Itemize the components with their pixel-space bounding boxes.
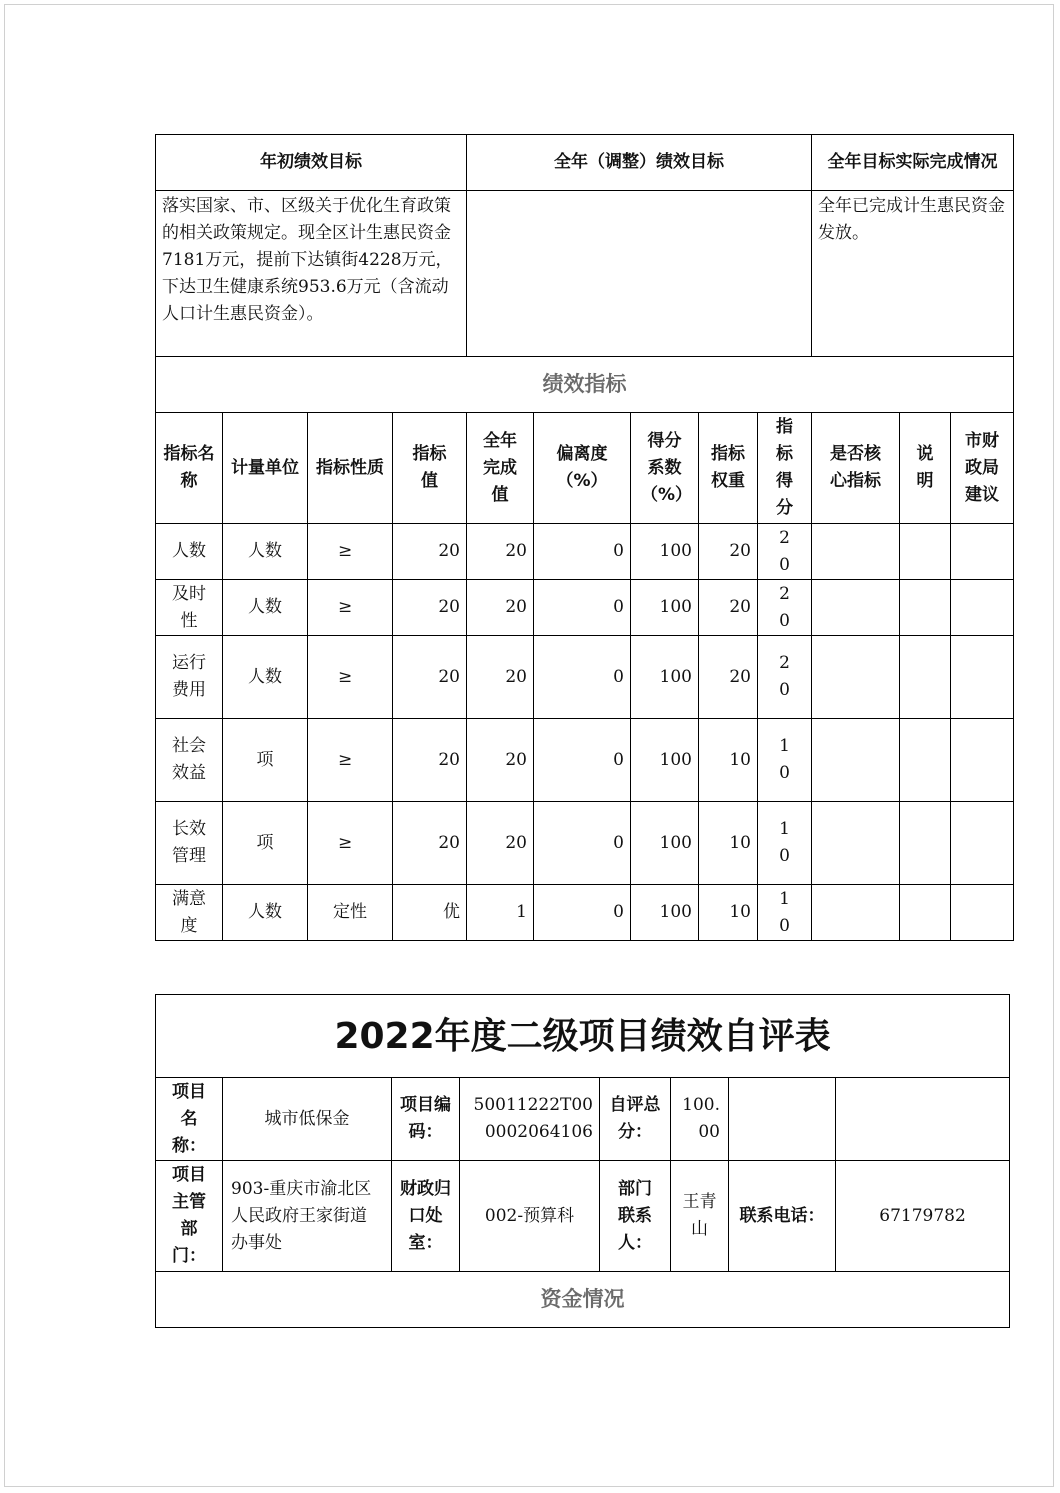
indicator-value: 20	[393, 719, 467, 802]
self-evaluation-table	[155, 994, 1010, 1328]
indicator-unit: 人数	[223, 524, 308, 580]
indicator-suggestion	[951, 885, 1014, 941]
project-code: 50011222T000002064106	[460, 1078, 600, 1161]
indicator-unit: 人数	[223, 885, 308, 941]
indicator-suggestion	[951, 524, 1014, 580]
performance-table	[155, 134, 1014, 941]
indicator-name: 满意度	[156, 885, 223, 941]
indicator-score: 20	[758, 636, 812, 719]
indicator-coefficient: 100	[631, 802, 699, 885]
indicator-done: 20	[467, 524, 534, 580]
indicator-deviation: 0	[534, 636, 631, 719]
indicator-done: 20	[467, 636, 534, 719]
section-title-indicators: 绩效指标	[156, 357, 1014, 413]
indicator-done: 20	[467, 802, 534, 885]
indicator-coefficient: 100	[631, 524, 699, 580]
indicator-score: 20	[758, 580, 812, 636]
indicator-done: 20	[467, 580, 534, 636]
contact-label: 部门联系人：	[600, 1161, 671, 1272]
indicator-coefficient: 100	[631, 719, 699, 802]
indicator-core	[812, 719, 900, 802]
indicator-nature: ≥	[308, 802, 393, 885]
indicator-core	[812, 524, 900, 580]
document-page	[4, 4, 1054, 1487]
indicator-value: 20	[393, 524, 467, 580]
indicator-suggestion	[951, 636, 1014, 719]
indicator-deviation: 0	[534, 885, 631, 941]
indicator-suggestion	[951, 580, 1014, 636]
indicator-deviation: 0	[534, 802, 631, 885]
indicator-note	[900, 802, 951, 885]
header-adjusted-goal: 全年（调整）绩效目标	[467, 135, 812, 191]
indicator-name: 社会效益	[156, 719, 223, 802]
indicator-unit: 项	[223, 719, 308, 802]
column-header: 指标权重	[699, 413, 758, 524]
indicator-score: 10	[758, 719, 812, 802]
indicator-score: 10	[758, 802, 812, 885]
indicator-deviation: 0	[534, 719, 631, 802]
table-row	[156, 580, 1014, 636]
phone-label: 联系电话：	[729, 1161, 836, 1272]
indicator-suggestion	[951, 802, 1014, 885]
indicator-core	[812, 885, 900, 941]
indicator-nature: ≥	[308, 719, 393, 802]
indicator-value: 优	[393, 885, 467, 941]
column-header: 指标名称	[156, 413, 223, 524]
indicator-unit: 人数	[223, 636, 308, 719]
indicator-nature: ≥	[308, 636, 393, 719]
project-name-label: 项目名称：	[156, 1078, 223, 1161]
table-row	[156, 524, 1014, 580]
form-title: 2022年度二级项目绩效自评表	[156, 995, 1010, 1078]
indicator-coefficient: 100	[631, 580, 699, 636]
column-header: 得分系数（%）	[631, 413, 699, 524]
indicator-name: 长效管理	[156, 802, 223, 885]
indicator-core	[812, 802, 900, 885]
indicator-deviation: 0	[534, 524, 631, 580]
indicator-note	[900, 885, 951, 941]
phone: 67179782	[836, 1161, 1010, 1272]
indicator-nature: 定性	[308, 885, 393, 941]
table-row	[156, 802, 1014, 885]
indicator-unit: 人数	[223, 580, 308, 636]
column-header: 计量单位	[223, 413, 308, 524]
adjusted-goal-text	[467, 191, 812, 357]
column-header: 指标值	[393, 413, 467, 524]
indicator-value: 20	[393, 636, 467, 719]
indicator-weight: 10	[699, 802, 758, 885]
indicator-weight: 20	[699, 524, 758, 580]
indicator-name: 运行费用	[156, 636, 223, 719]
indicator-weight: 10	[699, 719, 758, 802]
dept: 903-重庆市渝北区人民政府王家街道办事处	[223, 1161, 392, 1272]
table-row	[156, 719, 1014, 802]
column-header: 市财政局建议	[951, 413, 1014, 524]
indicator-done: 20	[467, 719, 534, 802]
self-score-label: 自评总分：	[600, 1078, 671, 1161]
initial-goal-text: 落实国家、市、区级关于优化生育政策的相关政策规定。现全区计生惠民资金7181万元，提前下达镇街4228万元，下达卫生健康系统953.6万元（含流动人口计生惠民资金）。	[156, 191, 467, 357]
indicator-core	[812, 580, 900, 636]
indicator-name: 及时性	[156, 580, 223, 636]
indicator-unit: 项	[223, 802, 308, 885]
column-header: 是否核心指标	[812, 413, 900, 524]
project-name: 城市低保金	[223, 1078, 392, 1161]
indicator-score: 10	[758, 885, 812, 941]
table-row	[156, 636, 1014, 719]
column-header: 说明	[900, 413, 951, 524]
indicator-note	[900, 636, 951, 719]
column-header: 指标性质	[308, 413, 393, 524]
contact: 王青山	[671, 1161, 729, 1272]
dept-label: 项目主管部门：	[156, 1161, 223, 1272]
indicator-weight: 20	[699, 580, 758, 636]
indicator-name: 人数	[156, 524, 223, 580]
indicator-coefficient: 100	[631, 885, 699, 941]
finance-office-label: 财政归口处室：	[392, 1161, 460, 1272]
actual-completion-text: 全年已完成计生惠民资金发放。	[812, 191, 1014, 357]
finance-office: 002-预算科	[460, 1161, 600, 1272]
indicator-suggestion	[951, 719, 1014, 802]
column-header: 全年完成值	[467, 413, 534, 524]
indicator-nature: ≥	[308, 580, 393, 636]
indicator-coefficient: 100	[631, 636, 699, 719]
indicator-core	[812, 636, 900, 719]
indicator-done: 1	[467, 885, 534, 941]
indicator-deviation: 0	[534, 580, 631, 636]
indicator-note	[900, 580, 951, 636]
table-row	[156, 885, 1014, 941]
indicator-note	[900, 719, 951, 802]
indicator-weight: 10	[699, 885, 758, 941]
indicator-note	[900, 524, 951, 580]
header-actual-completion: 全年目标实际完成情况	[812, 135, 1014, 191]
indicator-score: 20	[758, 524, 812, 580]
indicator-nature: ≥	[308, 524, 393, 580]
indicator-value: 20	[393, 802, 467, 885]
column-header: 指标得分	[758, 413, 812, 524]
indicator-weight: 20	[699, 636, 758, 719]
header-initial-goal: 年初绩效目标	[156, 135, 467, 191]
section-title-funds: 资金情况	[156, 1272, 1010, 1328]
column-header: 偏离度（%）	[534, 413, 631, 524]
empty-cell	[729, 1078, 836, 1161]
empty-cell	[836, 1078, 1010, 1161]
indicator-value: 20	[393, 580, 467, 636]
project-code-label: 项目编码：	[392, 1078, 460, 1161]
self-score: 100.00	[671, 1078, 729, 1161]
